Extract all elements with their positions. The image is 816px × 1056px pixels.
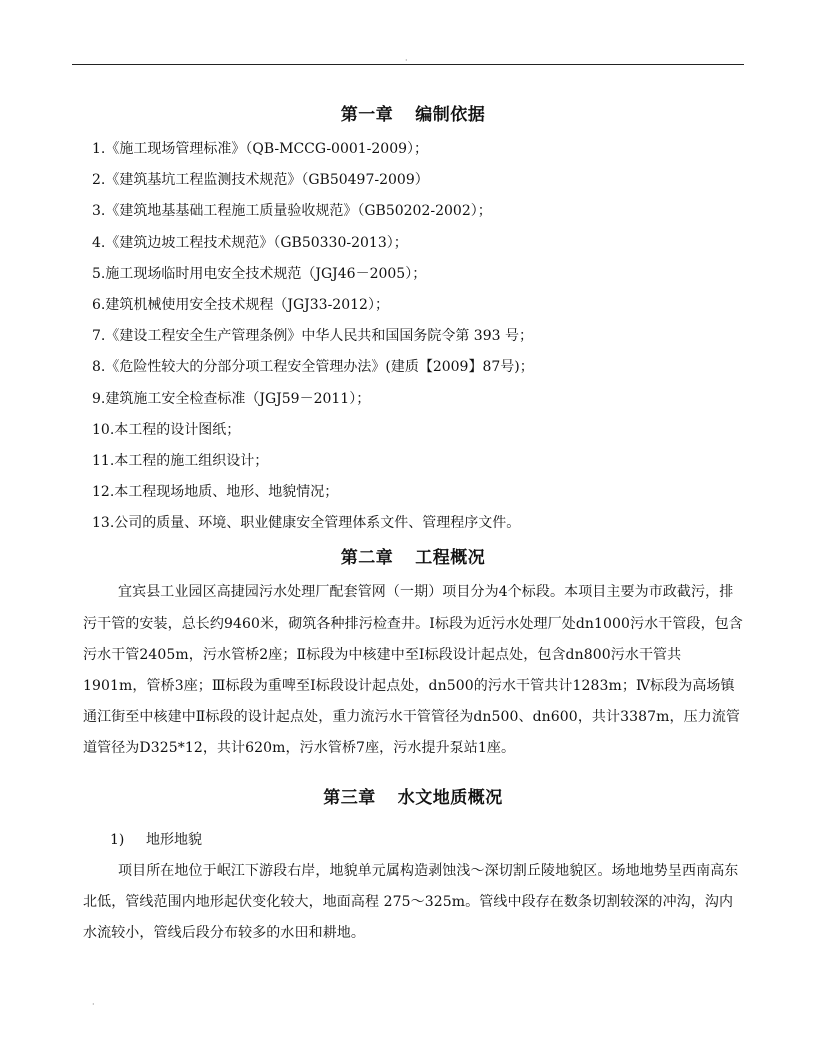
chapter-1-number: 第一章 bbox=[340, 105, 394, 125]
chapter-1-title: 编制依据 bbox=[415, 105, 486, 125]
section-heading bbox=[83, 825, 743, 856]
chapter-3-heading bbox=[83, 779, 743, 817]
chapter-1-heading bbox=[83, 96, 743, 134]
terrain-paragraph: 项目所在地位于岷江下游段右岸，地貌单元属构造剥蚀浅～深切割丘陵地貌区。场地地势呈西南高东北低，管线范围内地形起伏变化较大，地面高程 275～325m。管线中段存在数条切割较深的冲沟，沟内水流较小，管线后段分布较多的水田和耕地。 bbox=[83, 862, 739, 942]
reference-item: 8.《危险性较大的分部分项工程安全管理办法》(建质【2009】87号)； bbox=[92, 359, 534, 376]
reference-item: 9.建筑施工安全检查标准（JGJ59－2011）； bbox=[92, 390, 371, 407]
chapter-2-heading bbox=[83, 539, 743, 577]
reference-item: 1.《施工现场管理标准》（QB-MCCG-0001-2009）； bbox=[92, 141, 429, 157]
chapter-3-number: 第三章 bbox=[323, 787, 376, 808]
reference-item: 7.《建设工程安全生产管理条例》中华人民共和国国务院令第 393 号； bbox=[92, 328, 533, 345]
reference-item: 4.《建筑边坡工程技术规范》（GB50330-2013）； bbox=[92, 234, 408, 251]
reference-item: 6.建筑机械使用安全技术规程（JGJ33-2012）； bbox=[92, 296, 389, 313]
footer-dot: · bbox=[92, 1000, 95, 1009]
reference-item: 3.《建筑地基基础工程施工质量验收规范》（GB50202-2002）； bbox=[92, 203, 492, 220]
section-number: 1) bbox=[110, 831, 125, 848]
reference-item: 2.《建筑基坑工程监测技术规范》（GB50497-2009） bbox=[92, 172, 429, 189]
reference-list bbox=[83, 134, 743, 539]
header-rule bbox=[72, 64, 744, 65]
project-overview-paragraph: 宜宾县工业园区高捷园污水处理厂配套管网（一期）项目分为4个标段。本项目主要为市政截污，排污干管的安装，总长约9460米，砌筑各种排污检查井。Ⅰ标段为近污水处理厂处dn1000污水干管段，包含污水干管2405m，污水管桥2座；Ⅱ标段为中核建中至Ⅰ标段设计起点处，包含dn800污水干管共1901m，管桥3座；Ⅲ标段为重啤至Ⅰ标段设计起点处，dn500的污水干管共计1283m；Ⅳ标段为高场镇通江街至中核建中Ⅱ标段的设计起点处，重力流污水干管管径为dn500、dn600，共计3387m，压力流管道管径为D325*12，共计620m，污水管桥7座，污水提升泵站1座。 bbox=[83, 584, 743, 757]
reference-item: 11.本工程的施工组织设计； bbox=[92, 452, 269, 469]
section-title: 地形地貌 bbox=[146, 831, 202, 848]
chapter-2-number: 第二章 bbox=[340, 548, 394, 569]
header-dot: · bbox=[405, 56, 408, 65]
reference-item: 5.施工现场临时用电安全技术规范（JGJ46－2005）； bbox=[92, 265, 427, 282]
chapter-2-title: 工程概况 bbox=[415, 548, 486, 569]
reference-item: 12.本工程现场地质、地形、地貌情况； bbox=[92, 484, 339, 501]
reference-item: 13.公司的质量、环境、职业健康安全管理体系文件、管理程序文件。 bbox=[92, 515, 521, 532]
chapter-3-title: 水文地质概况 bbox=[397, 787, 503, 808]
reference-item: 10.本工程的设计图纸； bbox=[92, 421, 241, 438]
document-body bbox=[83, 96, 743, 949]
